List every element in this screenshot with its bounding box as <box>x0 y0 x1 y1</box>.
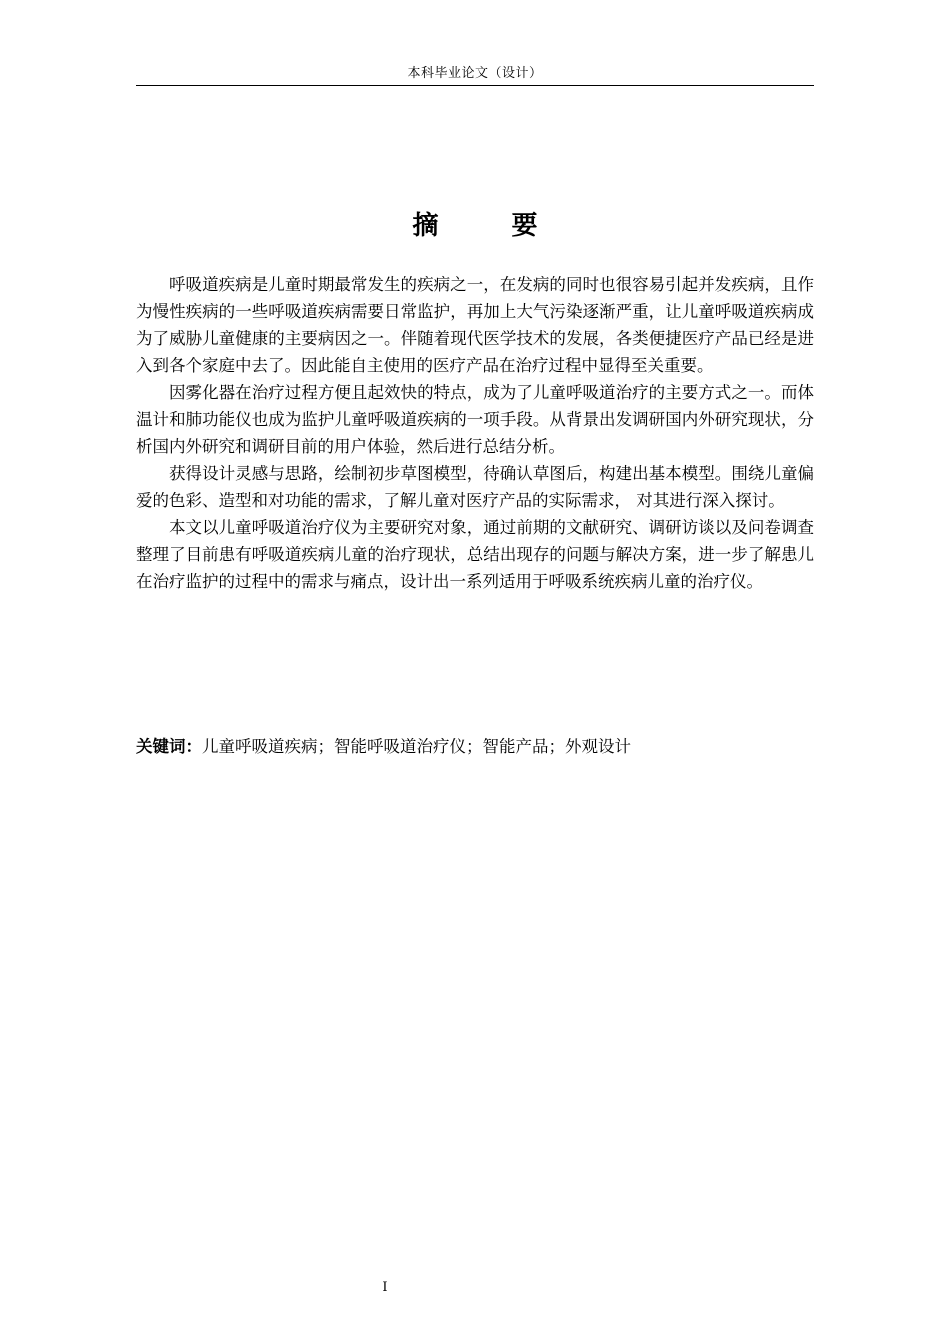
abstract-body <box>136 271 814 595</box>
abstract-title: 摘 要 <box>412 211 570 241</box>
header-rule <box>136 85 814 86</box>
abstract-paragraph-2: 因雾化器在治疗过程方便且起效快的特点，成为了儿童呼吸道治疗的主要方式之一。而体温计和肺功能仪也成为监护儿童呼吸道疾病的一项手段。从背景出发调研国内外研究现状，分析国内外研究和调研目前的用户体验，然后进行总结分析。 <box>136 383 814 456</box>
page-number: I <box>382 1280 388 1295</box>
running-header: 本科毕业论文（设计） <box>407 66 543 81</box>
keywords-line <box>136 733 814 760</box>
abstract-paragraph-4: 本文以儿童呼吸道治疗仪为主要研究对象，通过前期的文献研究、调研访谈以及问卷调查整理了目前患有呼吸道疾病儿童的治疗现状，总结出现存的问题与解决方案，进一步了解患儿在治疗监护的过程中的需求与痛点，设计出一系列适用于呼吸系统疾病儿童的治疗仪。 <box>136 518 814 591</box>
keywords-text: 儿童呼吸道疾病；智能呼吸道治疗仪；智能产品；外观设计 <box>202 737 631 756</box>
keywords-label: 关键词： <box>136 737 202 756</box>
abstract-paragraph-3: 获得设计灵感与思路，绘制初步草图模型，待确认草图后，构建出基本模型。围绕儿童偏爱的色彩、造型和对功能的需求，了解儿童对医疗产品的实际需求， 对其进行深入探讨。 <box>136 464 814 510</box>
abstract-paragraph-1: 呼吸道疾病是儿童时期最常发生的疾病之一，在发病的同时也很容易引起并发疾病，且作为慢性疾病的一些呼吸道疾病需要日常监护，再加上大气污染逐渐严重，让儿童呼吸道疾病成为了威胁儿童健康的主要病因之一。伴随着现代医学技术的发展，各类便捷医疗产品已经是进入到各个家庭中去了。因此能自主使用的医疗产品在治疗过程中显得至关重要。 <box>136 275 814 375</box>
